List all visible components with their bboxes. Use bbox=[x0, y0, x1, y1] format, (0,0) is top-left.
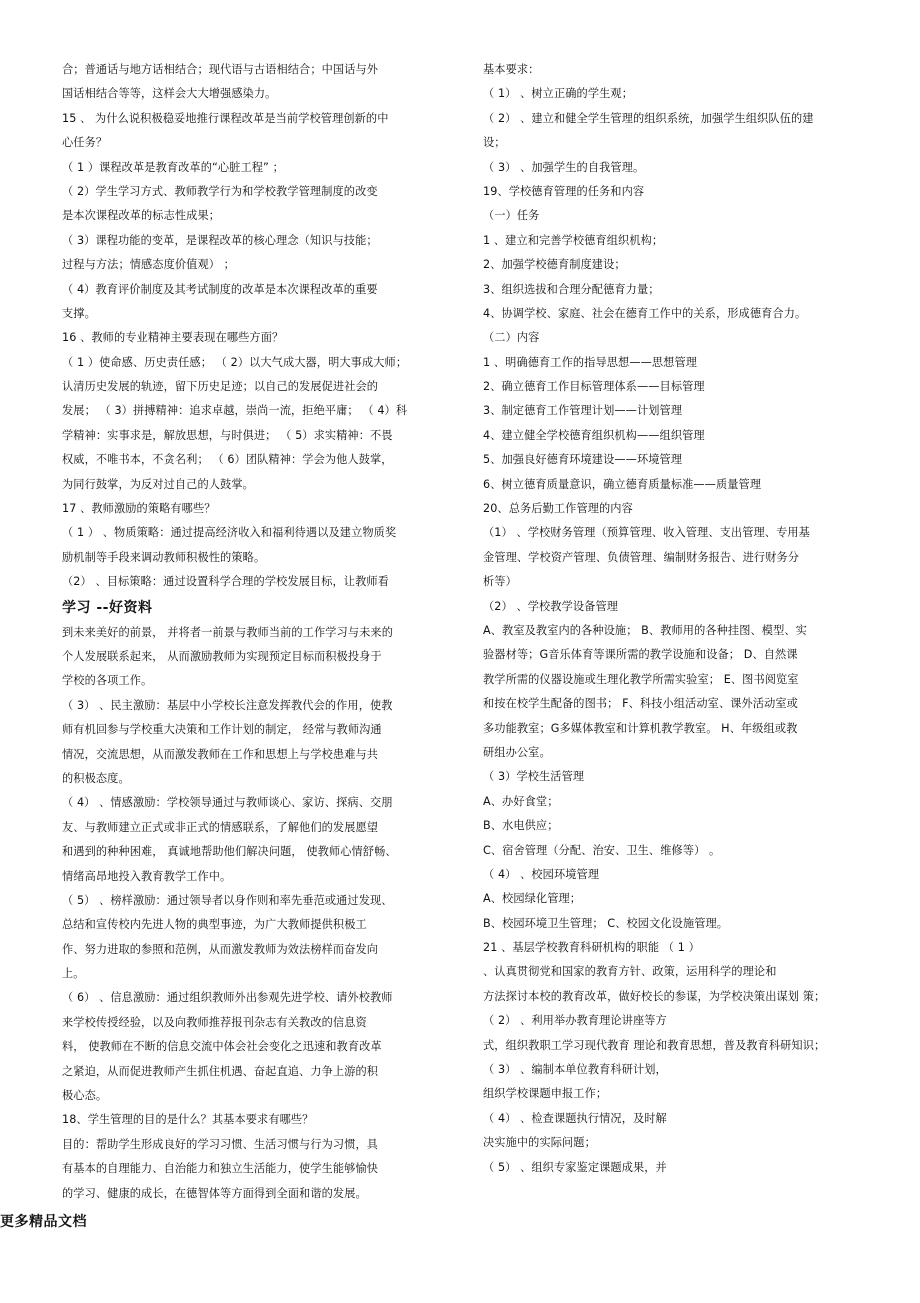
text-line: 3、制定德育工作管理计划——计划管理 bbox=[483, 404, 683, 418]
text-line: （2） 、目标策略：通过设置科学合理的学校发展目标，让教师看 bbox=[62, 575, 389, 589]
text-line: 5、加强良好德育环境建设——环境管理 bbox=[483, 453, 683, 467]
text-line: 验器材等；G音乐体育等课所需的教学设施和设备； D、自然课 bbox=[483, 648, 798, 662]
question-17-heading: 17 、教师激励的策略有哪些？ bbox=[62, 502, 216, 516]
text-line: 和遇到的种种困难， 真诚地帮助他们解决问题， 使教师心情舒畅、 bbox=[62, 845, 397, 859]
text-line: （ 4） 、检查课题执行情况，及时解 bbox=[483, 1111, 667, 1125]
text-line: 个人发展联系起来， 从而激励教师为实现预定目标而积极投身于 bbox=[62, 649, 382, 663]
text-line: 的学习、健康的成长，在德智体等方面得到全面和谐的发展。 bbox=[62, 1186, 367, 1200]
text-line: 和按在校学生配备的图书； F、科技小组活动室、课外活动室或 bbox=[483, 697, 798, 711]
question-21-heading: 21 、基层学校教育科研机构的职能 （ 1 ） bbox=[483, 941, 700, 955]
text-line: 金管理、学校资产管理、负债管理、编制财务报告、进行财务分 bbox=[483, 550, 800, 564]
text-line: 6、树立德育质量意识，确立德育质量标准——质量管理 bbox=[483, 477, 762, 491]
text-line: 方法探讨本校的教育改革，做好校长的参谋，为学校决策出谋划 策； bbox=[483, 989, 826, 1003]
text-line: （2） 、学校教学设备管理 bbox=[483, 599, 619, 613]
text-line: 来学校传授经验，以及向教师推荐报刊杂志有关教改的信息资 bbox=[62, 1015, 367, 1029]
text-line: （ 1 ）使命感、历史责任感； （ 2）以大气成大器，明大事成大师； bbox=[62, 355, 408, 369]
text-line: （ 1） 、树立正确的学生观； bbox=[483, 87, 633, 101]
right-column bbox=[483, 62, 868, 1184]
text-line: （ 6） 、信息激励：通过组织教师外出参观先进学校、请外校教师 bbox=[62, 991, 393, 1005]
question-20-heading: 20、总务后勤工作管理的内容 bbox=[483, 502, 633, 516]
text-line: 过程与方法；情感态度价值观） ； bbox=[62, 258, 235, 272]
text-line: 3、组织选拔和合理分配德育力量； bbox=[483, 282, 660, 296]
text-line: （二）内容 bbox=[483, 331, 540, 345]
text-line: 组织学校课题申报工作； bbox=[483, 1087, 608, 1101]
text-line: 基本要求： bbox=[483, 63, 540, 76]
text-line: 2、确立德育工作目标管理体系——目标管理 bbox=[483, 380, 705, 394]
left-column bbox=[62, 62, 452, 1210]
watermark-heading: 学习 --好资料 bbox=[62, 599, 153, 616]
text-line: 总结和宣传校内先进人物的典型事迹，为广大教师提供积极工 bbox=[62, 918, 367, 932]
text-line: 情绪高昂地投入教育教学工作中。 bbox=[62, 869, 232, 883]
text-line: 认清历史发展的轨迹，留下历史足迹；以自己的发展促进社会的 bbox=[62, 380, 379, 394]
text-line: （ 3）课程功能的变革，是课程改革的核心理念（知识与技能； bbox=[62, 233, 378, 247]
text-line: 支撑。 bbox=[62, 306, 96, 320]
text-line: （ 4） 、情感激励：学校领导通过与教师谈心、家访、探病、交朋 bbox=[62, 796, 393, 810]
text-line: （ 3） 、加强学生的自我管理。 bbox=[483, 160, 645, 174]
text-line: 决实施中的实际问题； bbox=[483, 1136, 596, 1150]
question-18-heading: 18、学生管理的目的是什么？其基本要求有哪些？ bbox=[62, 1113, 314, 1127]
text-line: （ 4）教育评价制度及其考试制度的改革是本次课程改革的重要 bbox=[62, 282, 378, 296]
text-line: B、校园环境卫生管理； C、校园文化设施管理。 bbox=[483, 916, 729, 930]
question-16-heading: 16 、教师的专业精神主要表现在哪些方面？ bbox=[62, 331, 284, 345]
text-line: （ 2） 、建立和健全学生管理的组织系统，加强学生组织队伍的建 bbox=[483, 111, 814, 125]
text-line: 4、建立健全学校德育组织机构——组织管理 bbox=[483, 428, 705, 442]
text-line: 教学所需的仪器设施或生理化教学所需实验室； E、图书阅览室 bbox=[483, 672, 799, 686]
text-line: 友、与教师建立正式或非正式的情感联系，了解他们的发展愿望 bbox=[62, 820, 379, 834]
text-line: 上。 bbox=[62, 967, 85, 981]
text-line: A、校园绿化管理； bbox=[483, 892, 582, 906]
text-line: （ 5） 、组织专家鉴定课题成果，并 bbox=[483, 1160, 667, 1174]
text-line: 目的：帮助学生形成良好的学习习惯、生活习惯与行为习惯，具 bbox=[62, 1137, 379, 1151]
text-line: C、宿舍管理（分配、治安、卫生、维修等） 。 bbox=[483, 843, 721, 857]
text-line: 研组办公室。 bbox=[483, 745, 551, 759]
text-line: 2、加强学校德育制度建设； bbox=[483, 258, 626, 272]
text-line: 情况，交流思想，从而激发教师在工作和思想上与学校患难与共 bbox=[62, 747, 379, 761]
text-line: 学精神：实事求是，解放思想，与时俱进； （ 5）求实精神：不畏 bbox=[62, 428, 393, 442]
text-line: 励机制等手段来调动教师积极性的策略。 bbox=[62, 550, 266, 564]
text-line: （ 2） 、利用举办教育理论讲座等方 bbox=[483, 1014, 667, 1028]
text-line: B、水电供应； bbox=[483, 819, 559, 833]
text-line: 式，组织教职工学习现代教育 理论和教育思想，普及教育科研知识； bbox=[483, 1038, 826, 1052]
footer-label: 更多精品文档 bbox=[0, 1214, 87, 1230]
text-line: （ 3） 、民主激励：基层中小学校长注意发挥教代会的作用，使教 bbox=[62, 698, 393, 712]
text-line: （ 1 ） 、物质策略：通过提高经济收入和福利待遇以及建立物质奖 bbox=[62, 526, 397, 540]
text-line: （ 5） 、榜样激励：通过领导者以身作则和率先垂范或通过发现、 bbox=[62, 893, 393, 907]
text-line: 是本次课程改革的标志性成果； bbox=[62, 209, 221, 223]
text-line: 极心态。 bbox=[62, 1089, 108, 1103]
text-line: 学校的各项工作。 bbox=[62, 674, 153, 688]
text-line: 作、努力进取的参照和范例，从而激发教师为效法榜样而奋发向 bbox=[62, 942, 379, 956]
text-line: 、认真贯彻党和国家的教育方针、政策，运用科学的理论和 bbox=[483, 965, 777, 979]
text-line: （1） 、学校财务管理（预算管理、收入管理、支出管理、专用基 bbox=[483, 526, 810, 540]
text-line: 合；普通话与地方话相结合；现代语与古语相结合；中国话与外 bbox=[62, 63, 379, 76]
text-line: 料， 使教师在不断的信息交流中体会社会变化之迅速和教育改革 bbox=[62, 1040, 382, 1054]
text-line: 的积极态度。 bbox=[62, 771, 130, 785]
text-line: 权威，不唯书本，不贪名利； （ 6）团队精神：学会为他人鼓掌， bbox=[62, 453, 393, 467]
question-19-heading: 19、学校德育管理的任务和内容 bbox=[483, 184, 645, 198]
text-line: 师有机回参与学校重大决策和工作计划的制定， 经常与教师沟通 bbox=[62, 723, 382, 737]
text-line: 为同行鼓掌，为反对过自己的人鼓掌。 bbox=[62, 477, 254, 491]
text-line: A、教室及教室内的各种设施； B、教师用的各种挂图、模型、实 bbox=[483, 623, 807, 637]
text-line: 多功能教室；G多媒体教室和计算机教学教室。 H、年级组或教 bbox=[483, 721, 798, 735]
text-line: （ 2）学生学习方式、教师教学行为和学校教学管理制度的改变 bbox=[62, 184, 378, 198]
text-line: 1 、建立和完善学校德育组织机构； bbox=[483, 233, 664, 247]
text-line: 到未来美好的前景， 并将者一前景与教师当前的工作学习与未来的 bbox=[62, 625, 393, 639]
text-line: 之紧迫，从而促进教师产生抓住机遇、奋起直追、力争上游的积 bbox=[62, 1064, 379, 1078]
question-15-heading: 15 、 为什么说积极稳妥地推行课程改革是当前学校管理创新的中 bbox=[62, 111, 389, 125]
text-line: （ 1 ）课程改革是教育改革的“心脏工程” ； bbox=[62, 160, 284, 174]
text-line: 设； bbox=[483, 136, 506, 150]
text-line: 国话相结合等等，这样会大大增强感染力。 bbox=[62, 87, 277, 101]
text-line: A、办好食堂； bbox=[483, 794, 559, 808]
text-line: 4、协调学校、家庭、社会在德育工作中的关系，形成德育合力。 bbox=[483, 306, 807, 320]
text-line: （ 3） 、编制本单位教育科研计划， bbox=[483, 1063, 667, 1077]
text-line: 有基本的自理能力、自治能力和独立生活能力，使学生能够愉快 bbox=[62, 1162, 379, 1176]
text-line: （一）任务 bbox=[483, 209, 540, 223]
text-line: 析等） bbox=[483, 575, 517, 589]
text-line: （ 4） 、校园环境管理 bbox=[483, 867, 600, 881]
text-line: （ 3）学校生活管理 bbox=[483, 770, 585, 784]
text-line: 心任务？ bbox=[62, 136, 108, 150]
text-line: 1 、明确德育工作的指导思想——思想管理 bbox=[483, 355, 698, 369]
text-line: 发展； （ 3）拼搏精神：追求卓越，崇尚一流，拒绝平庸； （ 4）科 bbox=[62, 404, 408, 418]
